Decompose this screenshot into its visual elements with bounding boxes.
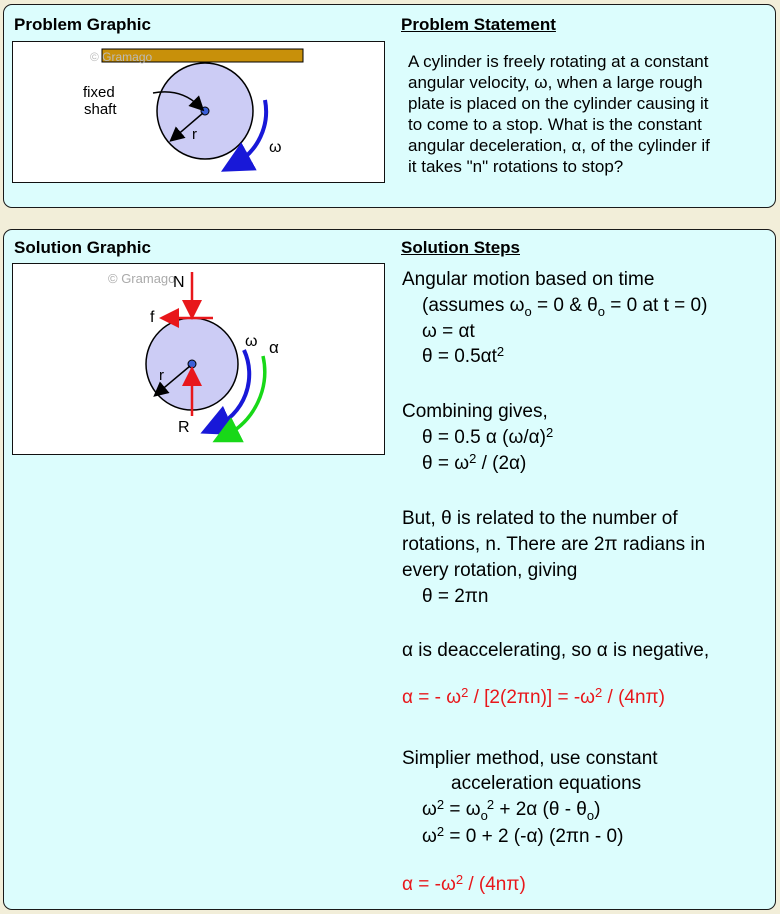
label-omega: ω — [269, 139, 282, 156]
label-fixed: fixed — [83, 84, 115, 101]
label-omega: ω — [245, 333, 258, 350]
step-line: $\theta = 0.5\alpha t^2$ — [422, 344, 505, 367]
step-line: $\theta = \omega^2 / (2\alpha)$ — [422, 451, 527, 474]
statement-line: plate is placed on the cylinder causing it — [408, 94, 709, 113]
label-R: R — [178, 419, 190, 436]
step-line: α is deaccelerating, so α is negative, — [402, 640, 710, 661]
problem-graphic — [12, 41, 385, 183]
step-line: θ = 0.5 α $(\omega/\alpha)^2$ — [422, 425, 554, 448]
watermark: © Gramago — [90, 50, 153, 64]
step-line: θ = 2πn — [422, 586, 489, 607]
problem-graphic-title: Problem Graphic — [14, 15, 151, 34]
step-line: $\omega^2 = 0 + 2$ (-α) (2πn - 0) — [422, 824, 624, 847]
label-f: f — [150, 309, 155, 326]
step-line: Simplier method, use constant — [402, 748, 658, 769]
label-alpha: α — [269, 338, 279, 357]
step-line: $\omega^2 = \omega_o^2 + 2\alpha$ $(\theta - \theta_o)$ — [422, 797, 601, 823]
problem-panel — [3, 4, 776, 208]
statement-line: angular deceleration, α, of the cylinder if — [408, 136, 710, 155]
step-line: every rotation, giving — [402, 560, 578, 581]
step-line: acceleration equations — [451, 773, 642, 794]
statement-line: A cylinder is freely rotating at a constant — [408, 52, 709, 71]
result-equation: α = - $\omega^2 / [2(2\pi n)] = -\omega^2 / (4n\pi)$ — [402, 685, 665, 708]
solution-panel — [3, 229, 776, 910]
solution-graphic — [12, 263, 385, 455]
step-line: But, θ is related to the number of — [402, 508, 678, 529]
solution-graphic-title: Solution Graphic — [14, 238, 151, 257]
statement-line: angular velocity, ω, when a large rough — [408, 73, 703, 92]
statement-line: to come to a stop. What is the constant — [408, 115, 702, 134]
label-shaft: shaft — [84, 101, 117, 118]
label-r: r — [192, 126, 197, 143]
label-r: r — [159, 367, 164, 384]
step-line: ω = αt — [422, 321, 475, 342]
label-N: N — [173, 274, 185, 291]
step-line: rotations, n. There are 2π radians in — [402, 534, 706, 555]
step-line: Angular motion based on time — [402, 269, 655, 290]
result-equation: $\alpha = -\omega^2 / (4n\pi)$ — [402, 872, 526, 895]
problem-statement-title: Problem Statement — [401, 15, 556, 34]
step-line: (assumes $\omega_o = 0$ & $\theta_o = 0$ at t = 0) — [422, 295, 708, 319]
watermark: © Gramago — [108, 271, 176, 286]
step-line: Combining gives, — [402, 401, 548, 422]
problem-statement — [408, 51, 773, 177]
solution-steps-title: Solution Steps — [401, 238, 520, 257]
statement-line: it takes "n" rotations to stop? — [408, 157, 624, 176]
